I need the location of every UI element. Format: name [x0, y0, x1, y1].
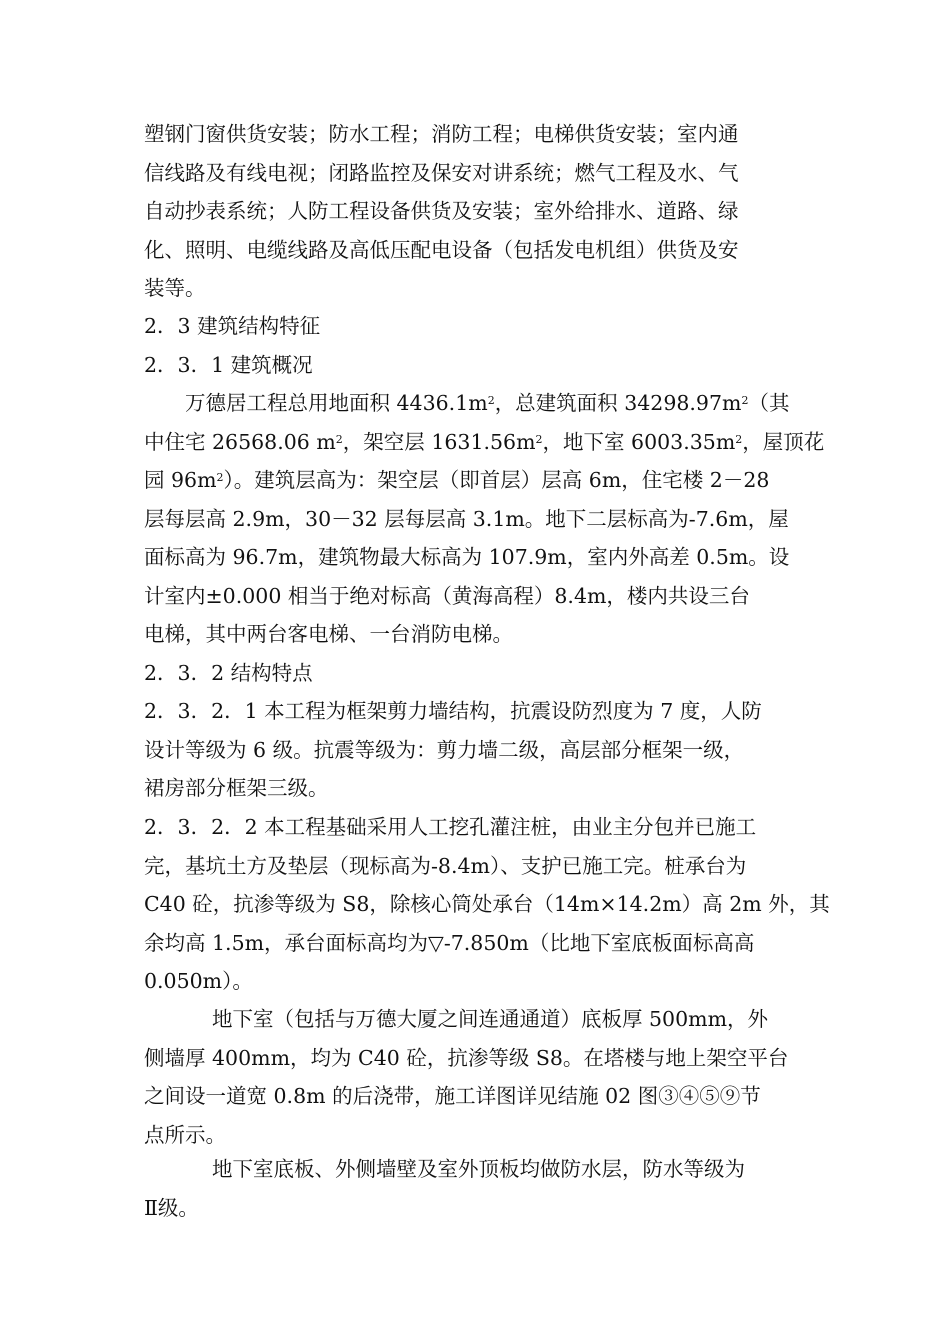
text-line: 面标高为 96.7m，建筑物最大标高为 107.9m，室内外高差 0.5m。设	[144, 545, 790, 569]
paragraph-foundation	[144, 808, 830, 1001]
text-run: ，架空层 1631.56m	[342, 429, 536, 454]
paragraph-basement	[144, 1000, 812, 1154]
superscript: 2	[741, 394, 749, 407]
text-run: （其	[748, 391, 790, 415]
paragraph-scope-of-work	[144, 115, 812, 308]
heading-2-3-2	[144, 654, 812, 693]
superscript: 2	[335, 432, 343, 446]
text-line	[144, 461, 812, 500]
paragraph-waterproofing	[144, 1150, 812, 1227]
text-run: ，总建筑面积 34298.97m	[494, 391, 742, 415]
text-line: 设计等级为 6 级。抗震等级为：剪力墙二级，高层部分框架一级，	[144, 737, 745, 762]
paragraph-building-overview	[144, 384, 825, 654]
text-line: 计室内±0.000 相当于绝对标高（黄海高程）8.4m，楼内共设三台	[144, 583, 750, 608]
text-line: 点所示。	[144, 1122, 226, 1147]
superscript: 2	[535, 432, 543, 446]
heading-2-3	[144, 307, 812, 346]
text-line: 塑钢门窗供货安装；防水工程；消防工程；电梯供货安装；室内通	[144, 122, 739, 146]
text-line: 0.050m）。	[144, 969, 253, 993]
text-line	[144, 384, 812, 423]
text-run: ，屋顶花	[742, 429, 825, 454]
section-heading: 2．3．2 结构特点	[144, 661, 313, 685]
text-line: C40 砼，抗渗等级为 S8，除核心筒处承台（14m×14.2m）高 2m 外，其	[144, 892, 830, 916]
text-run: 园 96m	[144, 468, 217, 492]
text-line: 地下室底板、外侧墙壁及室外顶板均做防水层，防水等级为	[212, 1157, 745, 1181]
text-line: 化、照明、电缆线路及高低压配电设备（包括发电机组）供货及安	[144, 237, 739, 262]
text-line: 电梯，其中两台客电梯、一台消防电梯。	[144, 622, 513, 646]
superscript: 2	[216, 471, 224, 484]
text-line: 装等。	[144, 276, 206, 300]
text-line: 地下室（包括与万德大厦之间连通通道）底板厚 500mm，外	[212, 1007, 769, 1031]
text-line: 2．3．2．1 本工程为框架剪力墙结构，抗震设防烈度为 7 度，人防	[144, 699, 762, 723]
superscript: 2	[735, 432, 743, 446]
text-line: 层每层高 2.9m，30－32 层每层高 3.1m。地下二层标高为-7.6m，屋	[144, 506, 789, 531]
text-line	[144, 423, 825, 462]
text-run: 中住宅 26568.06 m	[144, 429, 336, 454]
text-line: 裙房部分框架三级。	[144, 776, 329, 800]
heading-2-3-1	[144, 346, 812, 385]
text-run: ）。建筑层高为：架空层（即首层）层高 6m，住宅楼 2－28	[223, 468, 770, 492]
text-line: 完，基坑土方及垫层（现标高为-8.4m）、支护已施工完。桩承台为	[144, 853, 747, 878]
text-line: 之间设一道宽 0.8m 的后浇带，施工详图详见结施 02 图③④⑤⑨节	[144, 1084, 761, 1108]
paragraph-structure-type	[144, 692, 812, 808]
text-line: 信线路及有线电视；闭路监控及保安对讲系统；燃气工程及水、气	[144, 160, 739, 185]
superscript: 2	[487, 394, 495, 407]
section-heading: 2．3 建筑结构特征	[144, 314, 321, 338]
text-line: 余均高 1.5m，承台面标高均为▽-7.850m（比地下室底板面标高高	[144, 930, 755, 955]
text-line: Ⅱ级。	[144, 1195, 199, 1220]
section-heading: 2．3．1 建筑概况	[144, 353, 313, 377]
text-line: 2．3．2．2 本工程基础采用人工挖孔灌注桩，由业主分包并已施工	[144, 815, 757, 839]
text-line: 自动抄表系统；人防工程设备供货及安装；室外给排水、道路、绿	[144, 199, 739, 223]
text-run: ，地下室 6003.35m	[542, 429, 736, 454]
text-run: 万德居工程总用地面积 4436.1m	[185, 391, 488, 415]
text-line: 侧墙厚 400mm，均为 C40 砼，抗渗等级 S8。在塔楼与地上架空平台	[144, 1045, 789, 1070]
